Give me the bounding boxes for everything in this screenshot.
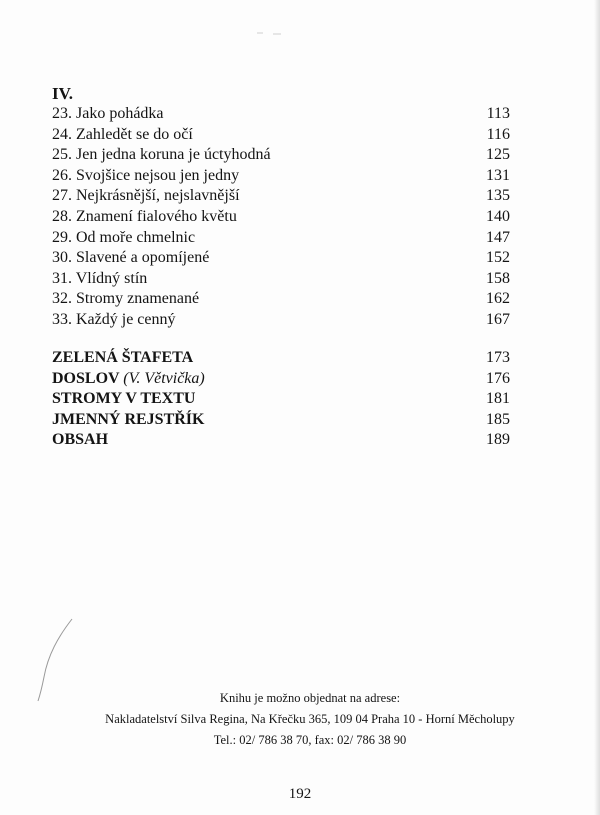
toc-entry <box>52 186 512 207</box>
appendix-entry <box>52 410 512 431</box>
toc-entry-page: 152 <box>486 249 510 267</box>
appendix-entry-page: 181 <box>486 390 510 408</box>
publisher-contact: Tel.: 02/ 786 38 70, fax: 02/ 786 38 90 <box>213 733 407 747</box>
toc-entry-title: 29. Od moře chmelnic <box>52 228 196 246</box>
toc-entry-title: 23. Jako pohádka <box>52 105 164 122</box>
toc-entry-title: 33. Každý je cenný <box>52 310 176 328</box>
toc-entry-page: 147 <box>486 228 510 246</box>
appendix-entry <box>52 369 512 390</box>
appendix-entry-page: 176 <box>486 369 510 387</box>
section-heading: IV. <box>52 84 73 103</box>
appendix-entry-page: 173 <box>486 349 510 366</box>
page-edge-shadow <box>594 0 600 815</box>
appendix-list <box>52 348 512 451</box>
toc-entry-page: 131 <box>486 166 510 184</box>
toc-entry <box>52 166 512 187</box>
toc-entry <box>52 207 512 228</box>
appendix-entry <box>52 430 512 451</box>
toc-entry-page: 167 <box>486 310 510 328</box>
toc-entry <box>52 125 512 146</box>
toc-entry-page: 113 <box>486 105 510 122</box>
toc-entry-title: 32. Stromy znamenané <box>52 290 200 308</box>
toc-entry <box>52 228 512 249</box>
toc-entry <box>52 269 512 290</box>
appendix-entry <box>52 348 512 369</box>
toc-entry-title: 30. Slavené a opomíjené <box>52 249 210 267</box>
publisher-address: Nakladatelství Silva Regina, Na Křečku 365, 109 04 Praha 10 - Horní Měcholupy <box>105 712 515 726</box>
appendix-entry-page: 185 <box>486 410 510 428</box>
appendix-entry-title: STROMY V TEXTU <box>52 390 196 408</box>
toc-entry <box>52 104 512 125</box>
order-info <box>40 688 580 751</box>
appendix-entry-title: ZELENÁ ŠTAFETA <box>52 349 194 366</box>
order-info-line: Knihu je možno objednat na adrese: <box>219 691 401 705</box>
toc-entry <box>52 248 512 269</box>
toc-entry-page: 116 <box>486 125 510 143</box>
toc-entry-page: 140 <box>486 207 510 225</box>
toc-entry-title: 26. Svojšice nejsou jen jedny <box>52 166 240 184</box>
appendix-entry-page: 189 <box>486 431 510 449</box>
scan-dot-mark <box>255 28 285 38</box>
toc-list <box>52 104 512 331</box>
toc-entry-page: 162 <box>486 290 510 308</box>
toc-entry <box>52 289 512 310</box>
toc-entry-title: 24. Zahledět se do očí <box>52 125 193 143</box>
toc-entry-title: 25. Jen jedna koruna je úctyhodná <box>52 146 271 164</box>
toc-entry-title: 27. Nejkrásnější, nejslavnější <box>52 187 240 205</box>
page-number: 192 <box>288 786 312 802</box>
appendix-entry-title: DOSLOV (V. Větvička) <box>52 369 205 387</box>
appendix-entry-title: OBSAH <box>52 431 109 449</box>
toc-entry-page: 135 <box>486 187 510 205</box>
appendix-entry <box>52 389 512 410</box>
toc-entry <box>52 310 512 331</box>
toc-entry-title: 28. Znamení fialového květu <box>52 207 237 225</box>
toc-entry-page: 125 <box>486 146 510 164</box>
toc-entry-page: 158 <box>486 269 510 287</box>
toc-entry-title: 31. Vlídný stín <box>52 269 148 287</box>
appendix-entry-title: JMENNÝ REJSTŘÍK <box>52 410 205 428</box>
toc-entry <box>52 145 512 166</box>
appendix-entry-author: (V. Větvička) <box>123 369 205 387</box>
